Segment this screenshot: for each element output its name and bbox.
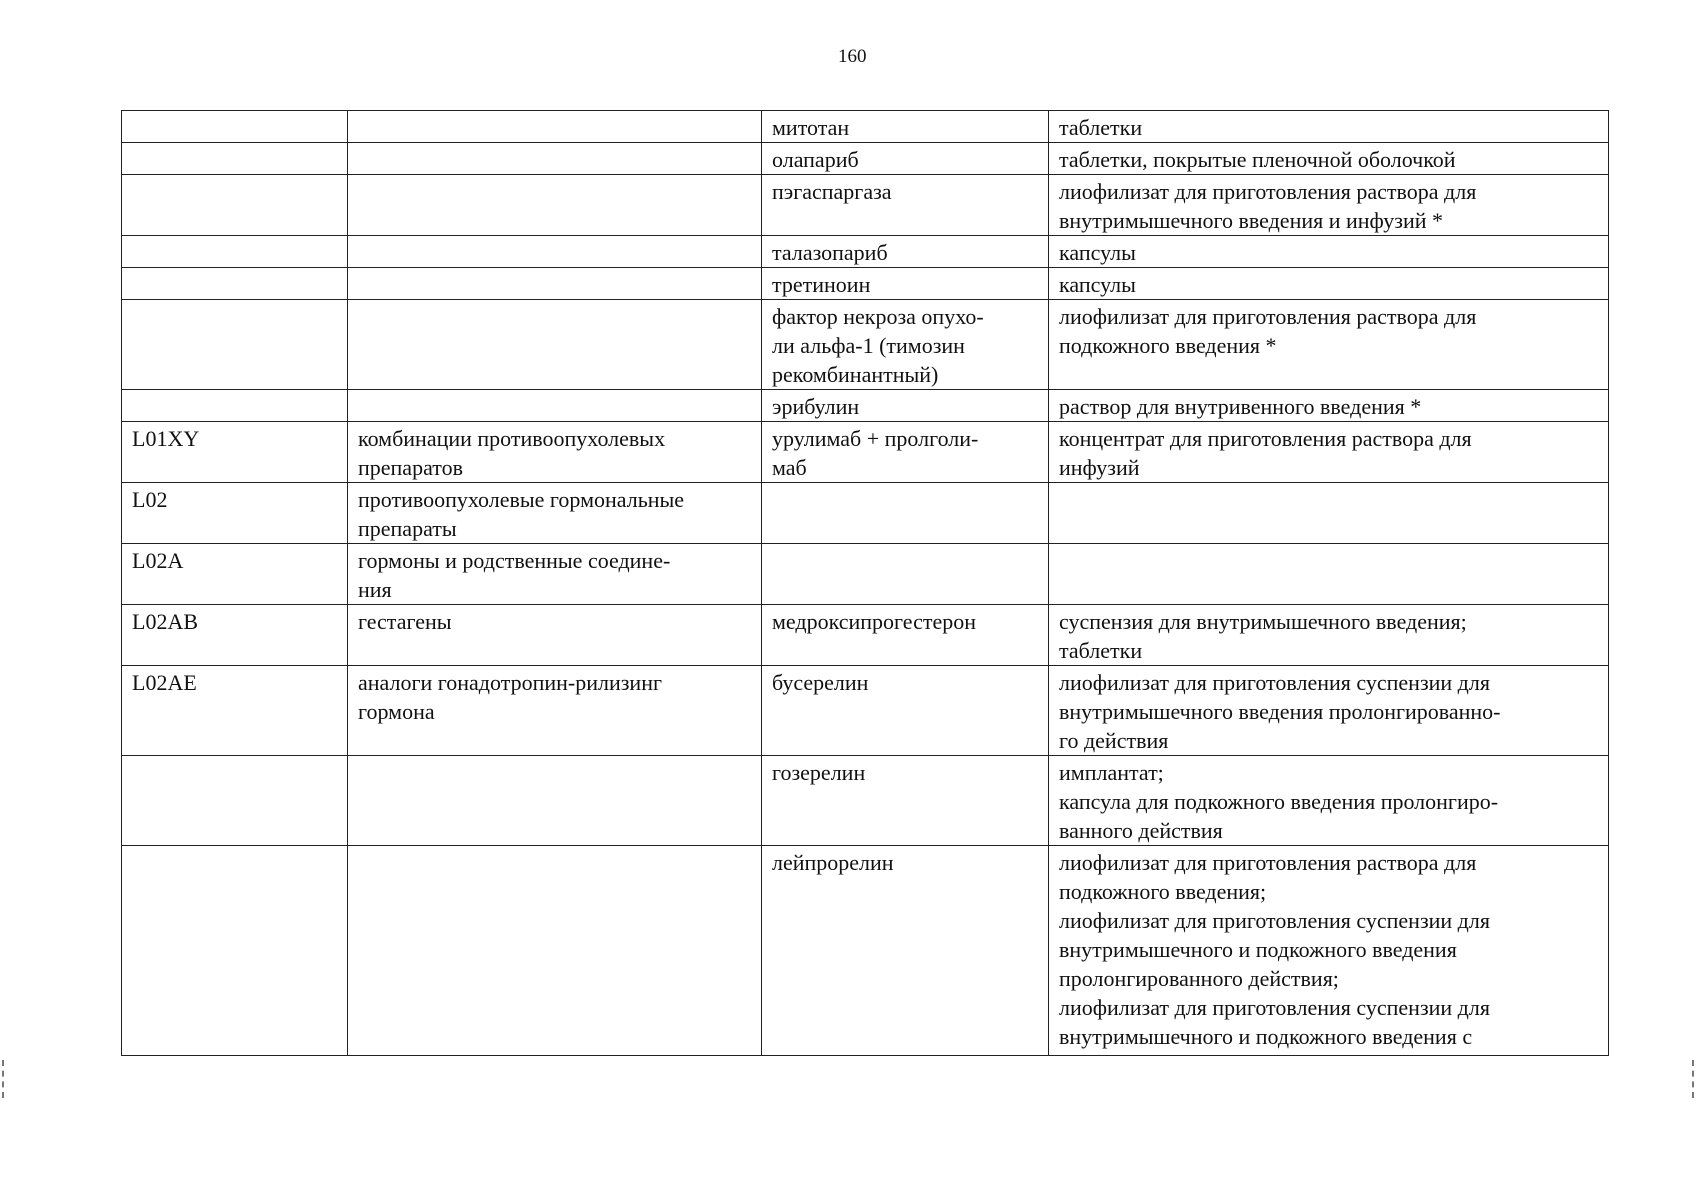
drug-name-cell: [762, 143, 1049, 175]
dosage-form-cell: [1049, 143, 1609, 175]
atc-code-cell: [122, 390, 348, 422]
group-name-cell: [348, 846, 762, 1056]
atc-code-cell: [122, 422, 348, 483]
dosage-form-cell: [1049, 756, 1609, 846]
cell-text-line: медроксипрогестерон: [772, 609, 977, 634]
cell-text-line: внутримышечного и подкожного введения: [1059, 937, 1457, 962]
drug-name-cell: [762, 422, 1049, 483]
table-body: [122, 111, 1609, 1056]
cell-text-line: гормона: [358, 699, 435, 724]
atc-code-cell: [122, 268, 348, 300]
cell-text-line: внутримышечного введения пролонгированно-: [1059, 699, 1501, 724]
group-name-cell: [348, 666, 762, 756]
table-row: [122, 143, 1609, 175]
dosage-form-cell: [1049, 111, 1609, 143]
group-name-cell: [348, 544, 762, 605]
dosage-form-cell: [1049, 236, 1609, 268]
dosage-form-cell: [1049, 666, 1609, 756]
drug-name-cell: [762, 390, 1049, 422]
group-name-cell: [348, 756, 762, 846]
cell-text-line: препараты: [358, 516, 457, 541]
dosage-form-cell: [1049, 605, 1609, 666]
dosage-form-cell: [1049, 846, 1609, 1056]
atc-code-cell: [122, 483, 348, 544]
cell-text-line: эрибулин: [772, 394, 860, 419]
atc-code-cell: [122, 666, 348, 756]
cell-text-line: капсула для подкожного введения пролонгиро-: [1059, 789, 1499, 814]
cell-text-line: L02A: [132, 548, 184, 573]
cell-text-line: L02: [132, 487, 168, 512]
cell-text-line: пролонгированного действия;: [1059, 966, 1339, 991]
cell-text-line: таблетки, покрытые пленочной оболочкой: [1059, 147, 1456, 172]
table-row: [122, 390, 1609, 422]
drug-name-cell: [762, 236, 1049, 268]
cell-text-line: фактор некроза опухо-: [772, 304, 984, 329]
group-name-cell: [348, 236, 762, 268]
atc-code-cell: [122, 236, 348, 268]
cell-text-line: подкожного введения;: [1059, 879, 1267, 904]
cell-text-line: митотан: [772, 115, 850, 140]
cell-text-line: рекомбинантный): [772, 362, 939, 387]
cell-text-line: внутримышечного и подкожного введения с: [1059, 1024, 1473, 1049]
atc-code-cell: [122, 175, 348, 236]
cell-text-line: талазопариб: [772, 240, 888, 265]
cell-text-line: раствор для внутривенного введения *: [1059, 394, 1422, 419]
cell-text-line: лиофилизат для приготовления суспензии для: [1059, 670, 1490, 695]
drug-name-cell: [762, 544, 1049, 605]
cell-text-line: ния: [358, 577, 392, 602]
dosage-form-cell: [1049, 268, 1609, 300]
atc-code-cell: [122, 300, 348, 390]
dosage-form-cell: [1049, 544, 1609, 605]
cell-text-line: таблетки: [1059, 115, 1143, 140]
table-row: [122, 111, 1609, 143]
cell-text-line: L02AE: [132, 670, 197, 695]
cell-text-line: лейпрорелин: [772, 850, 894, 875]
table-row: [122, 300, 1609, 390]
dosage-form-cell: [1049, 422, 1609, 483]
cell-text-line: лиофилизат для приготовления раствора для: [1059, 179, 1477, 204]
atc-code-cell: [122, 544, 348, 605]
table-row: [122, 483, 1609, 544]
cell-text-line: препаратов: [358, 455, 463, 480]
cell-text-line: лиофилизат для приготовления раствора для: [1059, 304, 1477, 329]
cell-text-line: суспензия для внутримышечного введения;: [1059, 609, 1467, 634]
cell-text-line: маб: [772, 455, 807, 480]
cell-text-line: противоопухолевые гормональные: [358, 487, 685, 512]
group-name-cell: [348, 268, 762, 300]
cell-text-line: аналоги гонадотропин-рилизинг: [358, 670, 663, 695]
cell-text-line: таблетки: [1059, 638, 1143, 663]
drug-table: [121, 110, 1609, 1056]
cell-text-line: пэгаспаргаза: [772, 179, 892, 204]
dosage-form-cell: [1049, 175, 1609, 236]
table-row: [122, 846, 1609, 1056]
cell-text-line: внутримышечного введения и инфузий *: [1059, 208, 1444, 233]
atc-code-cell: [122, 143, 348, 175]
table-row: [122, 666, 1609, 756]
atc-code-cell: [122, 756, 348, 846]
dosage-form-cell: [1049, 300, 1609, 390]
group-name-cell: [348, 111, 762, 143]
table-row: [122, 268, 1609, 300]
cell-text-line: лиофилизат для приготовления раствора для: [1059, 850, 1477, 875]
cell-text-line: лиофилизат для приготовления суспензии для: [1059, 995, 1490, 1020]
drug-name-cell: [762, 300, 1049, 390]
group-name-cell: [348, 390, 762, 422]
drug-name-cell: [762, 483, 1049, 544]
cell-text-line: ванного действия: [1059, 818, 1223, 843]
page-number: 160: [838, 46, 867, 67]
table-row: [122, 236, 1609, 268]
table-row: [122, 756, 1609, 846]
dosage-form-cell: [1049, 390, 1609, 422]
drug-name-cell: [762, 111, 1049, 143]
table-row: [122, 175, 1609, 236]
atc-code-cell: [122, 846, 348, 1056]
cell-text-line: гестагены: [358, 609, 452, 634]
cell-text-line: L02AB: [132, 609, 198, 634]
atc-code-cell: [122, 111, 348, 143]
cell-text-line: концентрат для приготовления раствора для: [1059, 426, 1472, 451]
cell-text-line: капсулы: [1059, 272, 1136, 297]
drug-name-cell: [762, 175, 1049, 236]
cell-text-line: го действия: [1059, 728, 1169, 753]
drug-name-cell: [762, 268, 1049, 300]
cell-text-line: бусерелин: [772, 670, 869, 695]
atc-code-cell: [122, 605, 348, 666]
drug-name-cell: [762, 846, 1049, 1056]
scan-mark-left: [2, 1060, 6, 1098]
scan-mark-right: [1692, 1060, 1696, 1098]
dosage-form-cell: [1049, 483, 1609, 544]
cell-text-line: имплантат;: [1059, 760, 1164, 785]
cell-text-line: капсулы: [1059, 240, 1136, 265]
group-name-cell: [348, 422, 762, 483]
table-row: [122, 422, 1609, 483]
cell-text-line: L01XY: [132, 426, 200, 451]
table-row: [122, 605, 1609, 666]
group-name-cell: [348, 605, 762, 666]
cell-text-line: подкожного введения *: [1059, 333, 1277, 358]
group-name-cell: [348, 175, 762, 236]
group-name-cell: [348, 143, 762, 175]
table-row: [122, 544, 1609, 605]
cell-text-line: лиофилизат для приготовления суспензии для: [1059, 908, 1490, 933]
drug-name-cell: [762, 666, 1049, 756]
cell-text-line: урулимаб + пролголи-: [772, 426, 979, 451]
cell-text-line: гормоны и родственные соедине-: [358, 548, 671, 573]
cell-text-line: олапариб: [772, 147, 859, 172]
group-name-cell: [348, 300, 762, 390]
cell-text-line: третиноин: [772, 272, 871, 297]
group-name-cell: [348, 483, 762, 544]
drug-name-cell: [762, 605, 1049, 666]
drug-name-cell: [762, 756, 1049, 846]
cell-text-line: гозерелин: [772, 760, 866, 785]
cell-text-line: инфузий: [1059, 455, 1140, 480]
cell-text-line: ли альфа-1 (тимозин: [772, 333, 965, 358]
cell-text-line: комбинации противоопухолевых: [358, 426, 666, 451]
